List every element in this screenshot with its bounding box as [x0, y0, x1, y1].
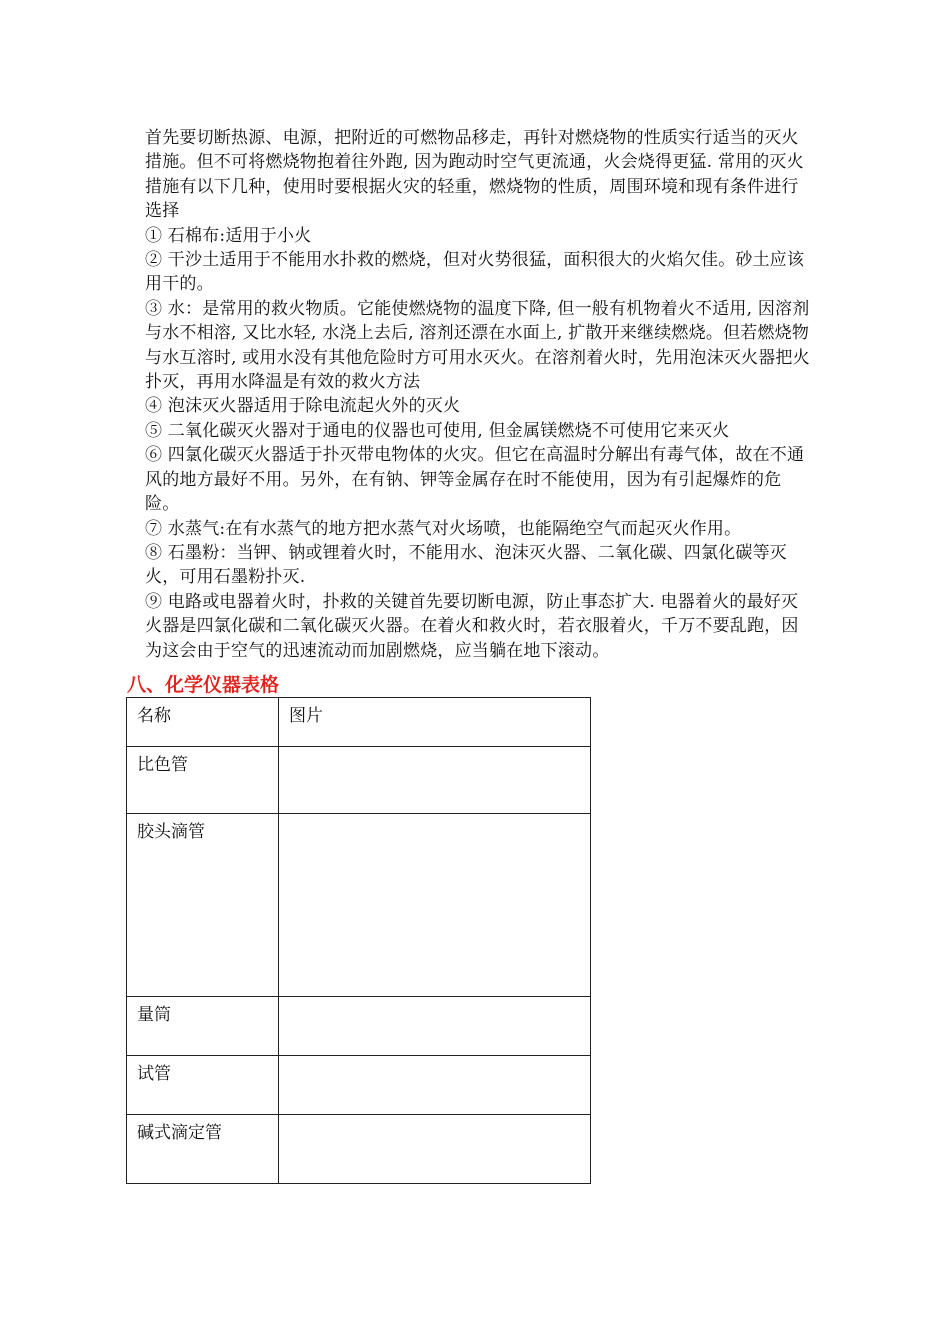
table-header-row: [127, 698, 591, 747]
method-steam: ⑦ 水蒸气:在有水蒸气的地方把水蒸气对火场喷，也能隔绝空气而起灭火作用。: [145, 518, 742, 539]
method-dry-sand: ② 干沙土适用于不能用水扑救的燃烧，但对火势很猛，面积很大的火焰欠佳。砂土应该用干的。: [145, 250, 805, 295]
header-name: 名称: [127, 698, 279, 747]
method-water: ③ 水：是常用的救火物质。它能使燃烧物的温度下降, 但一般有机物着火不适用, 因溶剂与水不相溶, 又比水轻, 水浇上去后, 溶剂还漂在水面上, 扩散开来继续燃烧。但若燃烧物与水互溶时, 或用水没有其他危险时方可用水灭火。在溶剂着火时，先用泡沫灭火器把火扑灭，再用水降温是有效的救火方法: [145, 298, 810, 393]
intro-paragraph: 首先要切断热源、电源，把附近的可燃物品移走，再针对燃烧物的性质实行适当的灭火措施。但不可将燃烧物抱着往外跑, 因为跑动时空气更流通，火会烧得更猛. 常用的灭火措施有以下几种，使用时要根据火灾的轻重，燃烧物的性质，周围环境和现有条件进行选择: [145, 128, 804, 222]
method-graphite-powder: ⑧ 石墨粉：当钾、钠或锂着火时，不能用水、泡沫灭火器、二氧化碳、四氯化碳等灭火，可用石墨粉扑灭.: [145, 542, 788, 588]
instrument-name: 胶头滴管: [127, 814, 279, 997]
instrument-name: 试管: [127, 1056, 279, 1115]
table-row: [127, 747, 591, 814]
instrument-picture-cell: [279, 747, 591, 814]
method-asbestos-cloth: ① 石棉布:适用于小火: [145, 225, 312, 246]
table-row: [127, 814, 591, 997]
instrument-name: 碱式滴定管: [127, 1115, 279, 1184]
method-co2-extinguisher: ⑤ 二氧化碳灭火器对于通电的仪器也可使用, 但金属镁燃烧不可使用它来灭火: [145, 420, 730, 441]
instrument-picture-cell: [279, 1115, 591, 1184]
instrument-picture-cell: [279, 1056, 591, 1115]
instrument-table: [126, 697, 591, 1184]
table-row: [127, 997, 591, 1056]
method-foam-extinguisher: ④ 泡沫灭火器适用于除电流起火外的灭火: [145, 396, 461, 417]
section-heading: 八、化学仪器表格: [127, 674, 280, 696]
instrument-picture-cell: [279, 997, 591, 1056]
instrument-picture-cell: [279, 814, 591, 997]
header-picture: 图片: [279, 698, 591, 747]
method-ccl4-extinguisher: ⑥ 四氯化碳灭火器适于扑灭带电物体的火灾。但它在高温时分解出有毒气体，故在不通风的地方最好不用。另外，在有钠、钾等金属存在时不能使用，因为有引起爆炸的危险。: [145, 445, 805, 515]
instrument-name: 比色管: [127, 747, 279, 814]
table-row: [127, 1115, 591, 1184]
fire-extinguishing-text: [145, 126, 815, 663]
instrument-name: 量筒: [127, 997, 279, 1056]
method-electrical-fire: ⑨ 电路或电器着火时，扑救的关键首先要切断电源，防止事态扩大. 电器着火的最好灭火器是四氯化碳和二氧化碳灭火器。在着火和救火时，若衣服着火，千万不要乱跑，因为这会由于空气的迅速流动而加剧燃烧，应当躺在地下滚动。: [145, 591, 799, 661]
table-row: [127, 1056, 591, 1115]
